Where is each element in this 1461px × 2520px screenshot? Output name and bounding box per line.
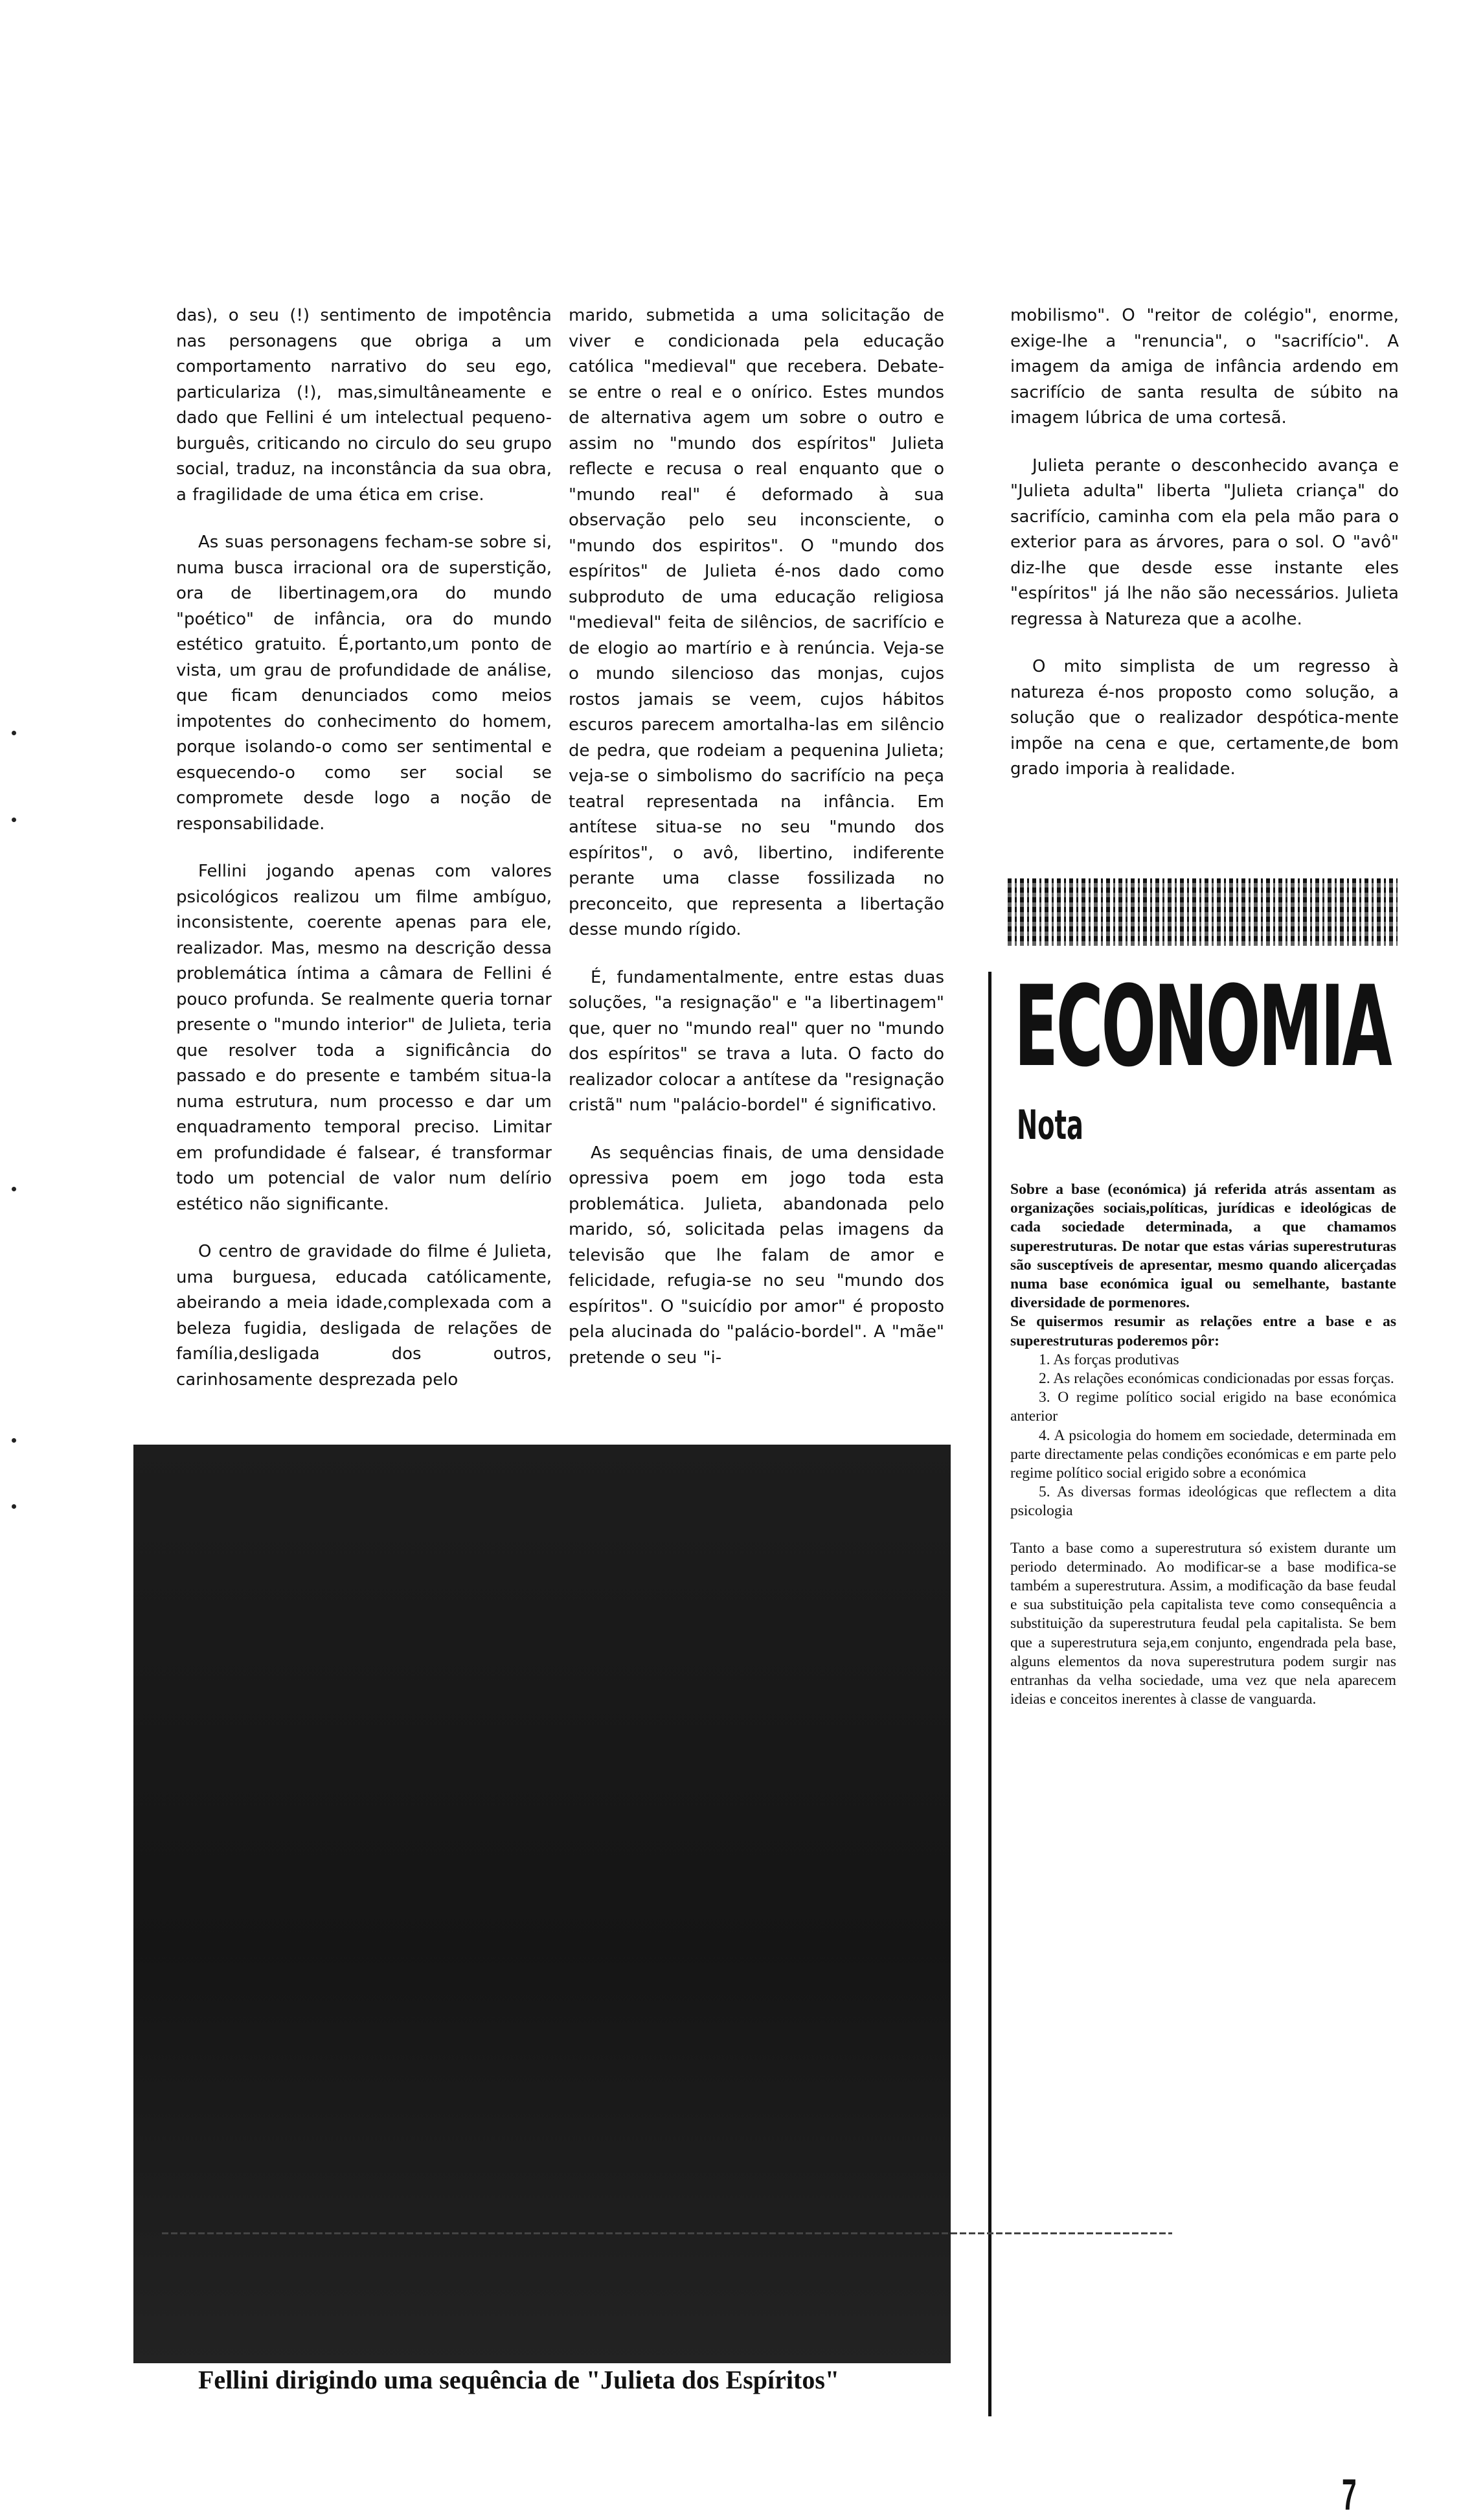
note-intro: Se quisermos resumir as relações entre a base e as superestruturas poderemos pôr: bbox=[1010, 1313, 1396, 1349]
note-closing-paragraph: Tanto a base como a superestrutura só existem durante um periodo determinado. Ao modificar-se a base modifica-se também a superestrutura. Assim, a modificação da base feudal e sua substituição pela capitalista teve como consequência a substituição da superestrutura feudal pela capitalista. Se bem que a superestrutura seja,em conjunto, engendrada pela base, alguns elementos da nova superestrutura podem surgir nas entranhas da velha sociedade, uma vez que nela aparecem ideias e conceitos inerentes à classe de vanguarda. bbox=[1010, 1539, 1396, 1708]
note-lead-paragraph: Sobre a base (económica) já referida atrás assentam as organizações sociais,políticas, jurídicas e ideológicas de cada sociedade determinada, a que chamamos superestruturas. De notar que estas várias superestruturas são susceptíveis de apresentar, mesmo quando alicerçadas numa base económica igual ou semelhante, bastante diversidade de pormenores. bbox=[1010, 1181, 1396, 1312]
article-column-2 bbox=[569, 303, 944, 1393]
list-item: 5. As diversas formas ideológicas que reflectem a dita psicologia bbox=[1010, 1483, 1396, 1520]
photo-caption: Fellini dirigindo uma sequência de "Julieta dos Espíritos" bbox=[198, 2365, 840, 2394]
economia-note bbox=[1010, 1180, 1396, 1709]
list-item: 3. O regime político social erigido na base económica anterior bbox=[1010, 1389, 1396, 1425]
column-3-paragraph-3: O mito simplista de um regresso à natureza é-nos proposto como solução, a solução que o realizador despótica-mente impõe na cena e que, certamente,de bom grado imporia à realidade. bbox=[1010, 657, 1399, 779]
decorative-banner bbox=[1008, 878, 1398, 946]
column-1-paragraph-4: O centro de gravidade do filme é Julieta, uma burguesa, educada católicamente, abeirando a meia idade,complexada com a beleza fugidia, desligada de relações de família,desligada dos outros, carinhosamente desprezada pelo bbox=[176, 1242, 552, 1390]
scan-mark bbox=[12, 731, 16, 735]
column-3-paragraph-1: mobilismo". O "reitor de colégio", enorme, exige-lhe a "renuncia", o "sacrifício". A imagem da amiga de infância ardendo em sacrifício de santa resulta de súbito na imagem lúbrica de uma cortesã. bbox=[1010, 306, 1399, 428]
section-subtitle: Nota bbox=[1017, 1101, 1083, 1149]
note-list bbox=[1010, 1351, 1396, 1521]
list-item: 1. As forças produtivas bbox=[1039, 1351, 1179, 1368]
section-title: ECONOMIA bbox=[1014, 961, 1390, 1092]
column-1-paragraph-3: Fellini jogando apenas com valores psicológicos realizou um filme ambíguo, inconsistente, coerente apenas para ele, realizador. Mas, mesmo na descrição dessa problemática íntima a câmara de Fellini é pouco profunda. Se realmente queria tornar presente o "mundo interior" de Julieta, teria que resolver toda a significância do passado e do presente e também situa-la numa estrutura, num processo e dar um enquadramento temporal preciso. Limitar em profundidade é falsear, é transformar todo um potencial de valor num delírio estético não significante. bbox=[176, 862, 552, 1214]
column-1-paragraph-1: das), o seu (!) sentimento de impotência nas personagens que obriga a um comportamento narrativo do seu ego, particulariza (!), mas,simultâneamente e dado que Fellini é um intelectual pequeno-burguês, criticando no circulo do seu grupo social, traduz, na inconstância da sua obra, a fragilidade de uma ética em crise. bbox=[176, 306, 552, 505]
section-divider bbox=[988, 972, 991, 2416]
scan-mark bbox=[12, 818, 16, 822]
column-3-paragraph-2: Julieta perante o desconhecido avança e "Julieta adulta" liberta "Julieta criança" do sacrifício, caminha com ela pela mão para o exterior para as árvores, para o sol. O "avô" diz-lhe que desde esse instante eles "espíritos" já lhe não são necessários. Julieta regressa à Natureza que a acolhe. bbox=[1010, 455, 1399, 629]
bottom-rule bbox=[162, 2232, 1172, 2234]
article-column-3 bbox=[1010, 303, 1399, 805]
column-2-paragraph-2: É, fundamentalmente, entre estas duas soluções, "a resignação" e "a libertinagem" que, quer no "mundo real" quer no "mundo dos espíritos" se trava a luta. O facto do realizador colocar a antítese da "resignação cristã" num "palácio-bordel" é significativo. bbox=[569, 967, 944, 1115]
scan-mark bbox=[12, 1187, 16, 1191]
column-2-paragraph-3: As sequências finais, de uma densidade opressiva poem em jogo toda esta problemática. Julieta, abandonada pelo marido, só, solicitada pelas imagens da televisão que lhe falam de amor e felicidade, refugia-se no seu "mundo dos espíritos". O "suicídio por amor" é proposto pela alucinada do "palácio-bordel". A "mãe" pretende o seu "i- bbox=[569, 1143, 944, 1368]
article-column-1 bbox=[176, 303, 552, 1415]
list-item: 2. As relações económicas condicionadas por essas forças. bbox=[1039, 1370, 1394, 1388]
spacer bbox=[1010, 1521, 1396, 1539]
column-2-paragraph-1: marido, submetida a uma solicitação de viver e condicionada pela educação católica "medieval" que recebera. Debate-se entre o real e o onírico. Estes mundos de alternativa agem um sobre o outro e assim no "mundo dos espíritos" Julieta reflecte e recusa o real enquanto que o "mundo real" é deformado à sua observação pelo seu inconsciente, o "mundo dos espiritos". O "mundo dos espíritos" de Julieta é-nos dado como subproduto de uma educação religiosa "medieval" feita de silêncios, de sacrifício e de elogio ao martírio e à renúncia. Veja-se o mundo silencioso das monjas, cujos rostos jamais se veem, cujos hábitos escuros parecem amortalha-las em silêncio de pedra, que rodeiam a pequenina Julieta; veja-se o simbolismo do sacrifício na peça teatral representada na infância. Em antítese situa-se no seu "mundo dos espíritos", o avô, libertino, indiferente perante uma classe fossilizada no preconceito, que representa a libertação desse mundo rígido. bbox=[569, 306, 944, 939]
column-1-paragraph-2: As suas personagens fecham-se sobre si, numa busca irracional ora de superstição, ora de libertinagem,ora do mundo "poético" de infância, ora do mundo estético gratuito. É,portanto,um ponto de vista, um grau de profundidade de análise, que ficam denunciados como meios impotentes do conhecimento do homem, porque isolando-o como ser sentimental e esquecendo-o como ser social se compromete desde logo a noção de responsabilidade. bbox=[176, 533, 552, 834]
page-number: 7 bbox=[1342, 2470, 1357, 2519]
scan-mark bbox=[12, 1438, 16, 1443]
film-still-photo bbox=[133, 1445, 951, 2363]
scan-mark bbox=[12, 1504, 16, 1509]
list-item: 4. A psicologia do homem em sociedade, determinada em parte directamente pelas condições económicas e em parte pelo regime político social erigido sobre a económica bbox=[1010, 1426, 1396, 1482]
